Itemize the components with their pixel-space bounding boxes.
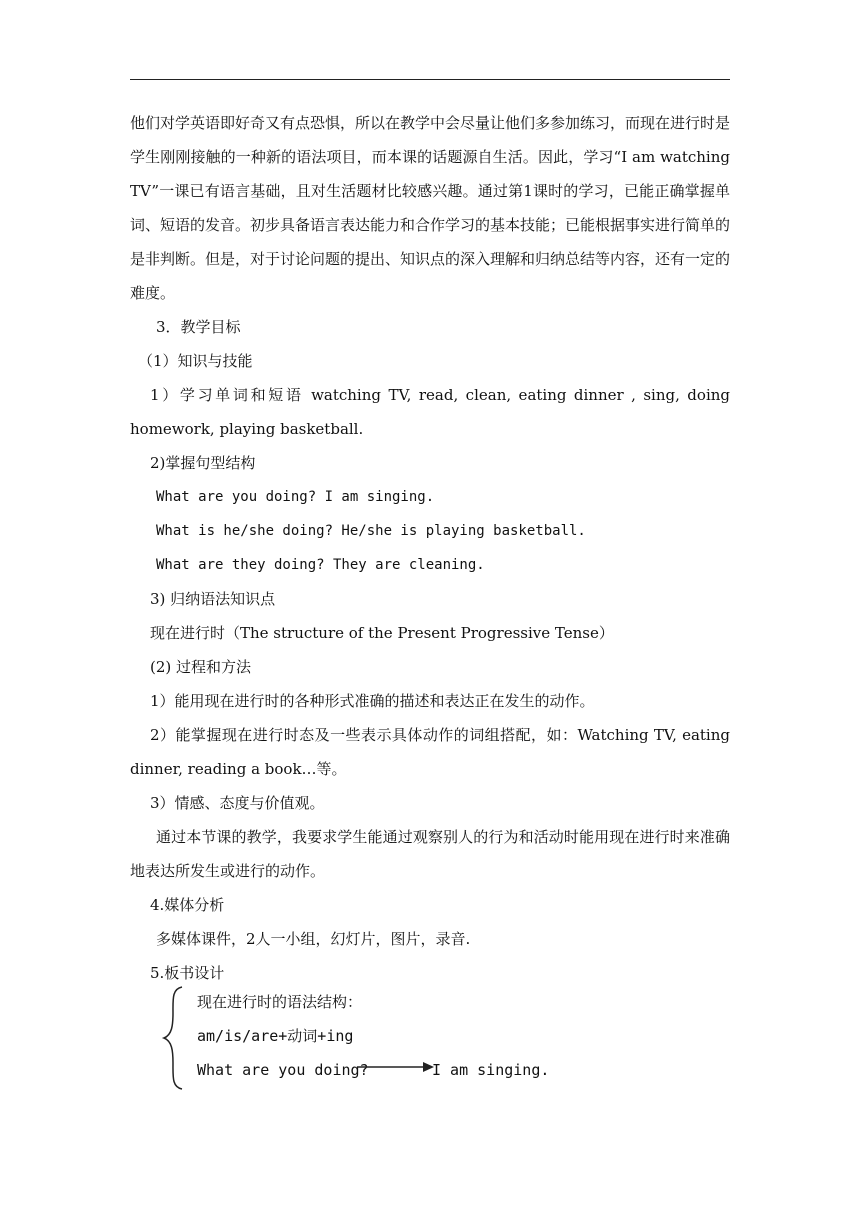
subheading-knowledge-skills: （1）知识与技能 xyxy=(138,352,253,370)
attitude-paragraph: 通过本节课的教学，我要求学生能通过观察别人的行为和活动时能用现在进行时来准确地表达所发生或进行的动作。 xyxy=(130,828,730,880)
board-line-grammar-structure: 现在进行时的语法结构： xyxy=(197,993,363,1011)
document-body xyxy=(130,106,730,990)
example-sentence-2: What is he/she doing? He/she is playing basketball. xyxy=(156,523,586,539)
board-design xyxy=(160,985,660,1091)
goal-grammar: 3) 归纳语法知识点 xyxy=(150,590,276,608)
goal-vocabulary: 1）学习单词和短语 watching TV, read, clean, eating dinner , sing, doing homework, playing basketball. xyxy=(130,386,730,438)
grammar-present-progressive: 现在进行时（The structure of the Present Progressive Tense） xyxy=(150,624,614,642)
board-line-answer: I am singing. xyxy=(432,1061,550,1079)
intro-paragraph: 他们对学英语即好奇又有点恐惧，所以在教学中会尽量让他们多参加练习，而现在进行时是学生刚刚接触的一种新的语法项目，而本课的话题源自生活。因此，学习“I am watching TV”一课已有语言基础，且对生活题材比较感兴趣。通过第1课时的学习，已能正确掌握单词、短语的发音。初步具备语言表达能力和合作学习的基本技能；已能根据事实进行简单的是非判断。但是，对于讨论问题的提出、知识点的深入理解和归纳总结等内容，还有一定的难度。 xyxy=(130,114,731,302)
arrow-right-icon xyxy=(357,1061,435,1073)
example-sentence-1: What are you doing? I am singing. xyxy=(156,489,435,505)
board-line-formula: am/is/are+动词+ing xyxy=(197,1027,354,1045)
section-heading-board-design: 5.板书设计 xyxy=(150,964,225,982)
attitude-values: 3）情感、态度与价值观。 xyxy=(150,794,325,812)
header-rule xyxy=(130,79,730,80)
subheading-process-method: (2) 过程和方法 xyxy=(150,658,252,676)
media-description: 多媒体课件，2人一小组，幻灯片，图片，录音. xyxy=(156,930,471,948)
goal-sentence-patterns: 2)掌握句型结构 xyxy=(150,454,256,472)
board-line-question: What are you doing? xyxy=(197,1061,369,1079)
section-heading-teaching-goals: 3．教学目标 xyxy=(156,318,241,336)
process-item-2: 2）能掌握现在进行时态及一些表示具体动作的词组搭配，如：Watching TV, eating dinner, reading a book…等。 xyxy=(130,726,730,778)
section-heading-media: 4.媒体分析 xyxy=(150,896,225,914)
process-item-1: 1）能用现在进行时的各种形式准确的描述和表达正在发生的动作。 xyxy=(150,692,595,710)
example-sentence-3: What are they doing? They are cleaning. xyxy=(156,557,485,573)
left-brace-icon xyxy=(160,985,190,1091)
